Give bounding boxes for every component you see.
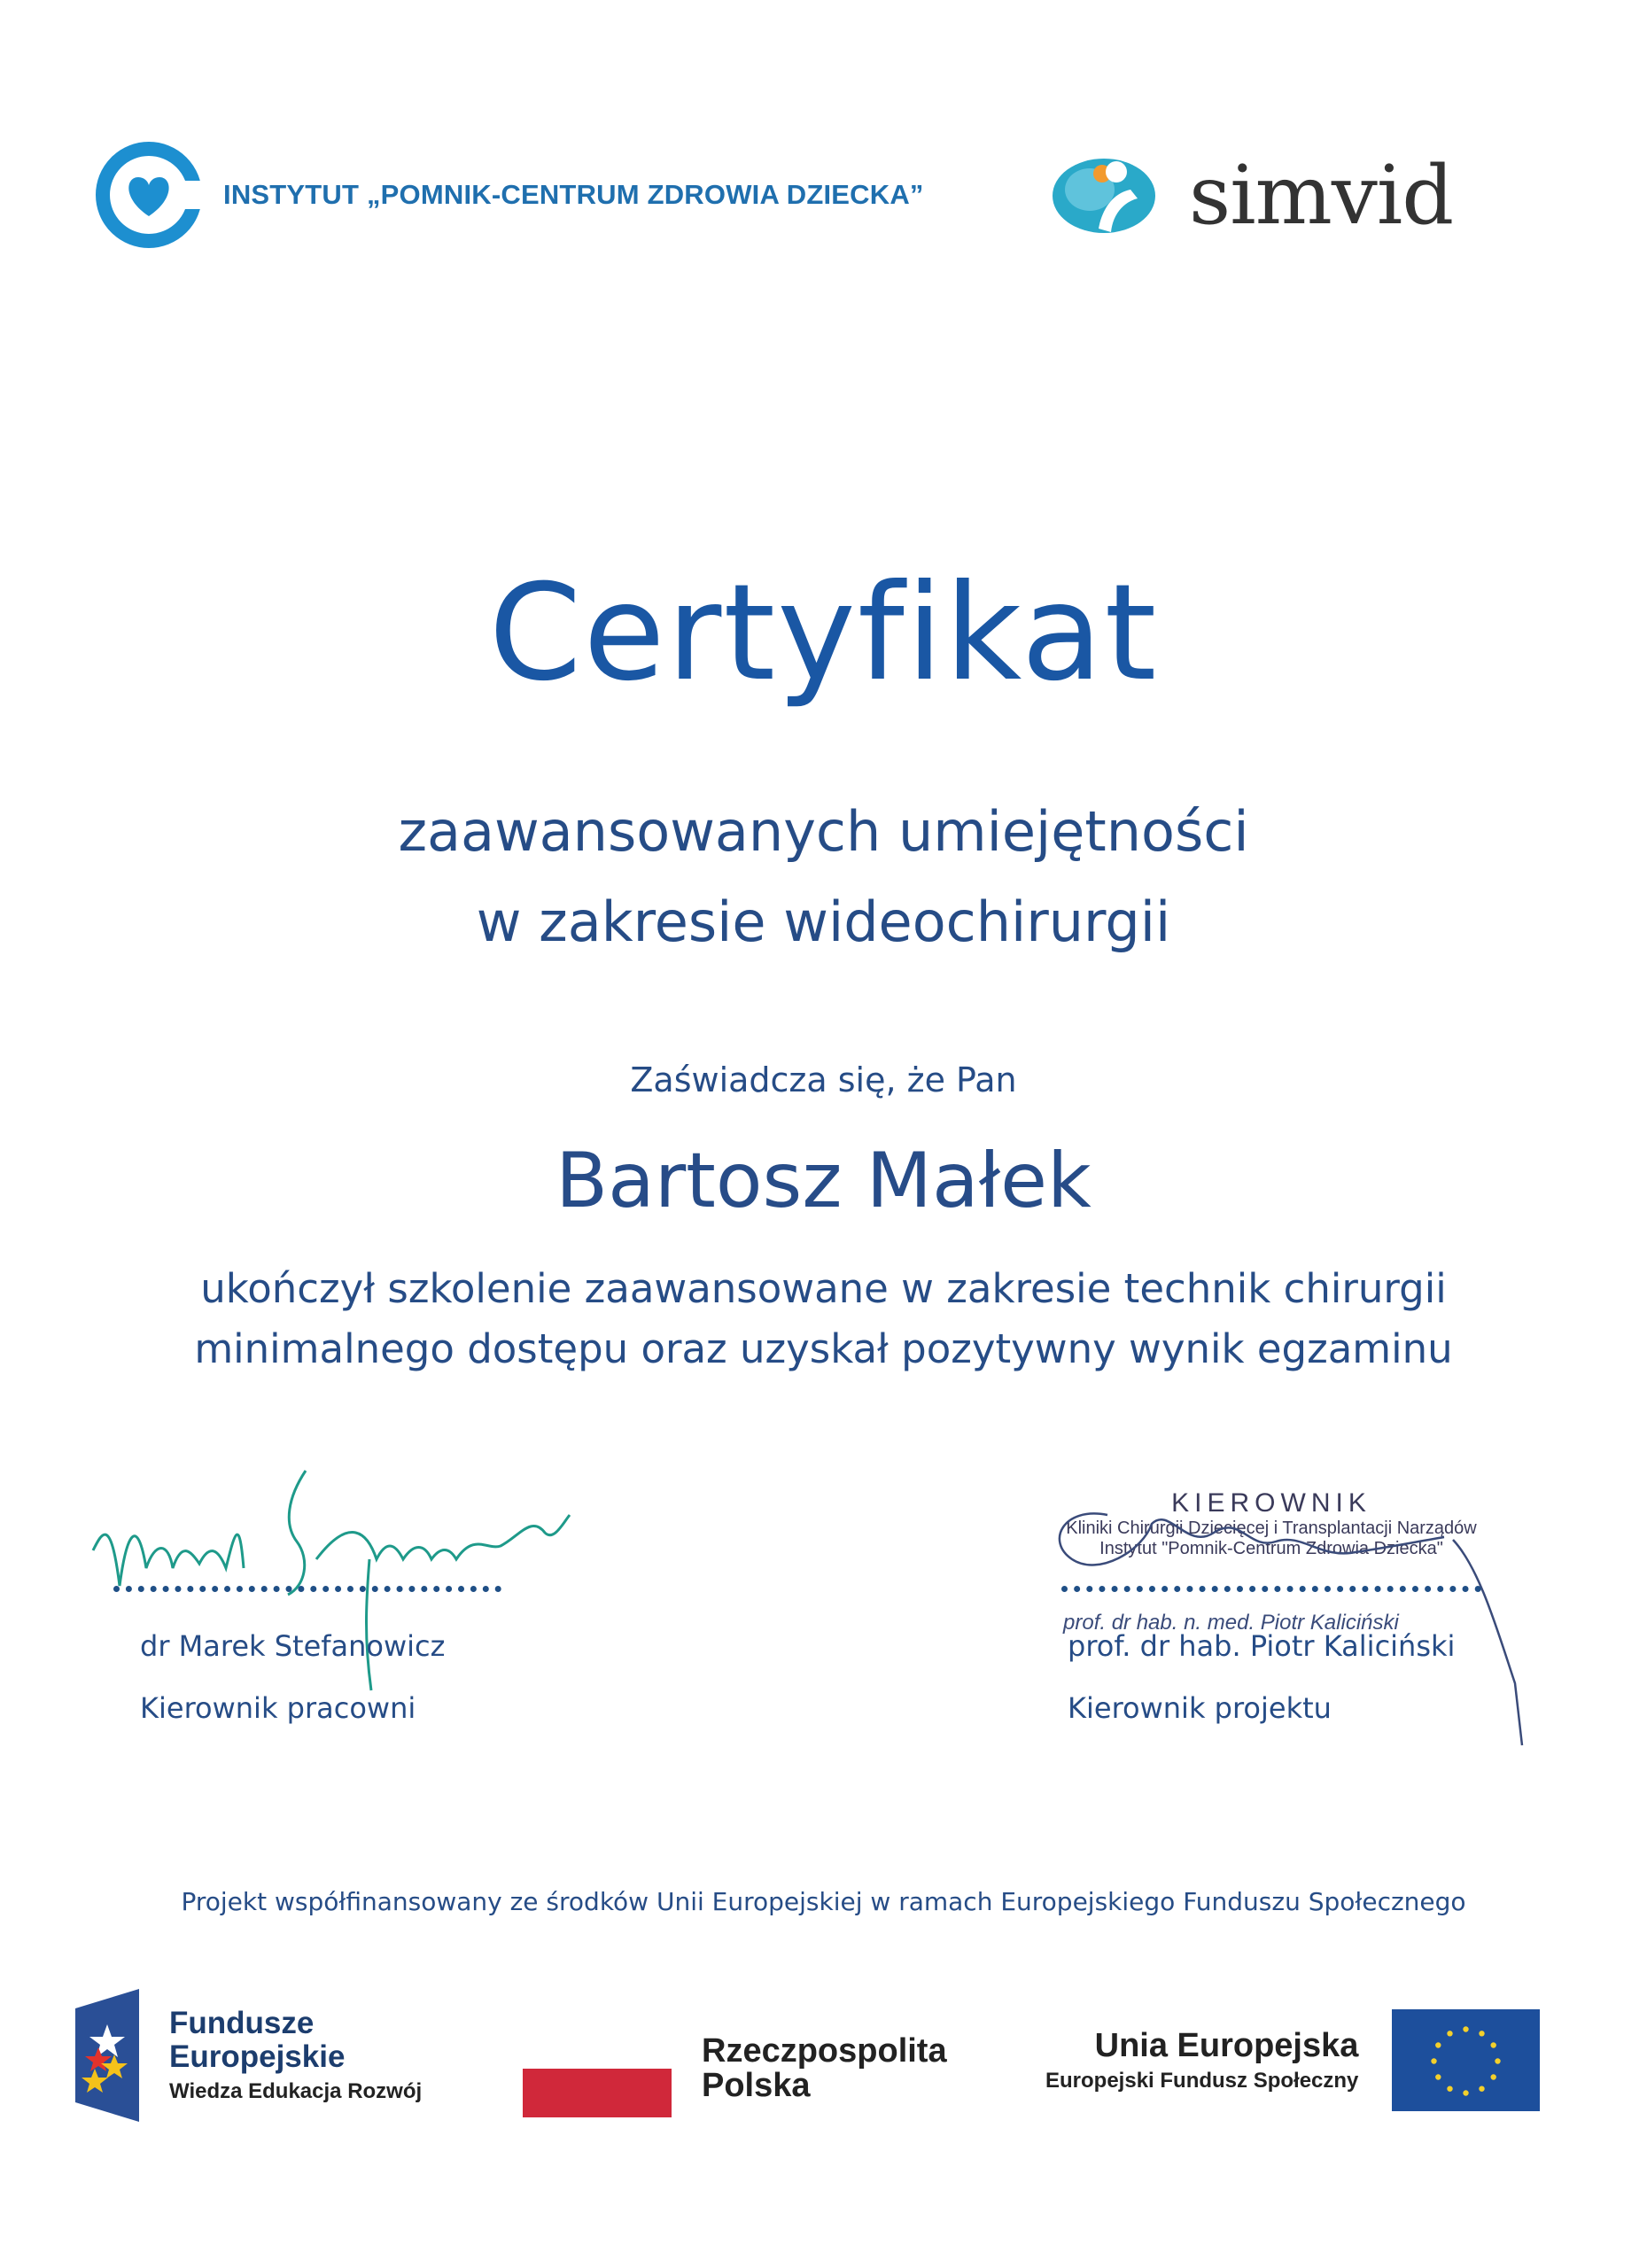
institute-logo — [96, 142, 924, 248]
stamp-institute: Instytut "Pomnik-Centrum Zdrowia Dziecka" — [1099, 1539, 1443, 1558]
stamp-heading: KIEROWNIK — [1171, 1488, 1371, 1518]
rp-line-2: Polska — [702, 2067, 811, 2104]
rzeczpospolita-polska-logo — [523, 2020, 947, 2117]
rp-line-1: Rzeczpospolita — [702, 2032, 947, 2070]
right-signatory-name: prof. dr hab. Piotr Kaliciński — [1068, 1629, 1456, 1663]
left-signatory-name: dr Marek Stefanowicz — [140, 1629, 446, 1663]
heart-circle-icon — [96, 142, 211, 248]
subtitle-line-2: w zakresie wideochirurgii — [476, 889, 1171, 954]
stamp-clinic: Kliniki Chirurgii Dziecięcej i Transplantacji Narządów — [1066, 1518, 1477, 1538]
unia-europejska-logo — [1045, 2009, 1540, 2111]
ue-line-1: Unia Europejska — [1094, 2027, 1359, 2064]
simvid-emblem-icon — [1051, 147, 1184, 245]
attestation-text: Zaświadcza się, że Pan — [630, 1060, 1017, 1099]
fundusze-europejskie-logo — [75, 1989, 422, 2122]
body-line-1: ukończył szkolenie zaawansowane w zakresie technik chirurgii — [200, 1265, 1447, 1312]
recipient-name: Bartosz Małek — [555, 1137, 1092, 1225]
certificate-title: Certyfikat — [488, 556, 1159, 711]
left-signature-line — [113, 1586, 501, 1592]
fe-line-2: Europejskie — [169, 2039, 346, 2074]
fe-tagline: Wiedza Edukacja Rozwój — [169, 2078, 423, 2103]
right-signature-line — [1061, 1586, 1481, 1592]
subtitle-line-1: zaawansowanych umiejętności — [398, 799, 1249, 864]
cofinancing-note: Projekt współfinansowany ze środków Unii Europejskiej w ramach Europejskiego Funduszu Społecznego — [181, 1887, 1466, 1916]
ue-line-2: Europejski Fundusz Społeczny — [1045, 2069, 1359, 2093]
simvid-wordmark: simvid — [1189, 148, 1454, 243]
fe-line-1: Fundusze — [169, 2006, 315, 2041]
left-signatory-role: Kierownik pracowni — [140, 1691, 416, 1725]
institute-name: INSTYTUT „POMNIK-CENTRUM ZDROWIA DZIECKA” — [223, 179, 924, 210]
polish-flag-icon — [523, 2020, 672, 2117]
eu-flag-icon — [1392, 2009, 1540, 2111]
fe-stars-icon — [75, 1989, 139, 2122]
right-signatory-role: Kierownik projektu — [1068, 1691, 1332, 1725]
body-line-2: minimalnego dostępu oraz uzyskał pozytywny wynik egzaminu — [194, 1325, 1453, 1372]
stamp-name: prof. dr hab. n. med. Piotr Kaliciński — [1063, 1611, 1399, 1635]
simvid-logo — [1051, 147, 1453, 245]
